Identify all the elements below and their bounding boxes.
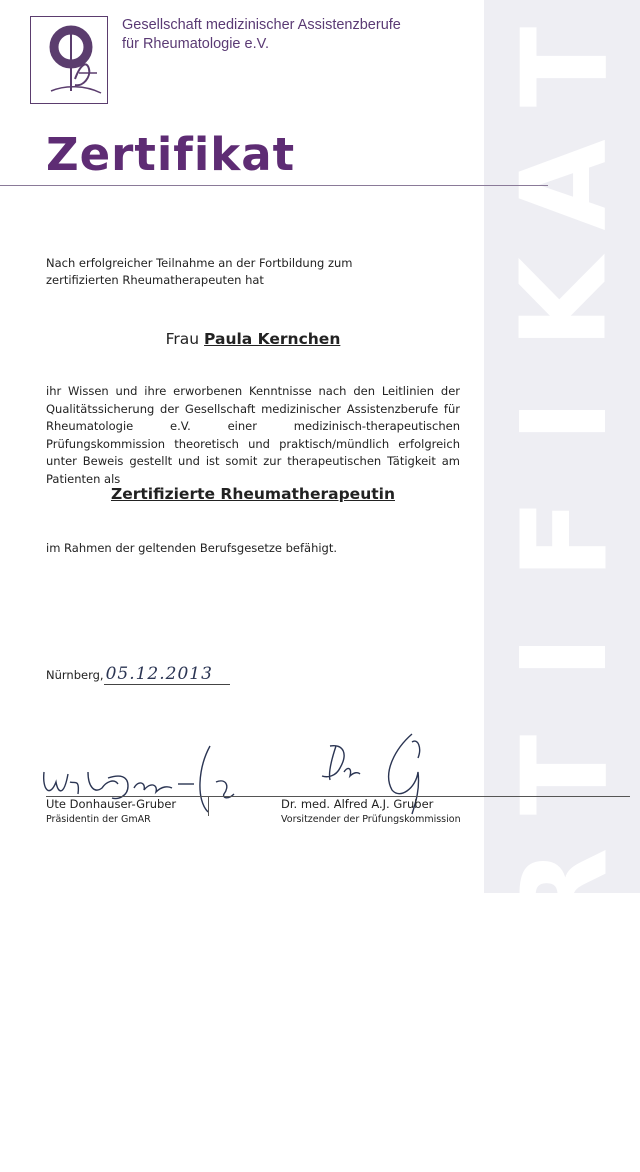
signature-divider <box>208 796 209 816</box>
place-date <box>46 664 230 685</box>
watermark-letter: R <box>495 847 633 939</box>
recipient-name: Paula Kernchen <box>204 330 341 348</box>
watermark-letter: T <box>495 26 633 108</box>
intro-text: Nach erfolgreicher Teilnahme an der Fortbildung zum zertifizierten Rheumatherapeuten hat <box>46 256 353 287</box>
place-label: Nürnberg, <box>46 668 104 682</box>
organization-name <box>122 16 401 54</box>
certificate-title: Zertifikat <box>46 128 296 181</box>
signatory-role: Vorsitzender der Prüfungskommission <box>281 814 461 825</box>
signature-block-chair <box>281 797 461 827</box>
watermark-letter: K <box>494 257 633 349</box>
side-watermark <box>494 8 634 1172</box>
signatory-name: Ute Donhauser-Gruber <box>46 797 177 811</box>
watermark-letter: Z <box>495 1086 633 1172</box>
signatory-role: Präsidentin der GmAR <box>46 814 151 825</box>
title-divider <box>0 185 548 186</box>
authorization-text: im Rahmen der geltenden Berufsgesetze befähigt. <box>46 541 338 555</box>
body-text: ihr Wissen und ihre erworbenen Kenntnisse nach den Leitlinien der Qualitätssicherung der Gesellschaft medizinischer Assistenzberufe für Rheumatologie e.V. einer medizinisch-therapeutischen Prüfungskommission theoretisch und praktisch/mündlich erfolgreich unter Beweis gestellt und ist somit zur therapeutischen Tätigkeit am Patienten als <box>46 384 460 486</box>
gmar-logo-icon <box>30 16 108 104</box>
qualification-title: Zertifizierte Rheumatherapeutin <box>110 485 395 503</box>
recipient-line <box>46 330 460 348</box>
watermark-letter: I <box>495 399 633 443</box>
handwritten-date: 05.12.2013 <box>104 664 230 685</box>
watermark-letter: I <box>495 635 633 679</box>
signature-block-president <box>46 797 176 827</box>
watermark-letter: T <box>495 734 633 816</box>
signatory-name: Dr. med. Alfred A.J. Gruber <box>281 797 434 811</box>
organization-line-1: Gesellschaft medizinischer Assistenzberufe <box>122 17 401 33</box>
watermark-letter: F <box>494 498 633 580</box>
watermark-letter: E <box>494 970 633 1052</box>
watermark-letter: A <box>494 139 633 231</box>
recipient-salutation: Frau <box>165 330 200 348</box>
organization-line-2: für Rheumatologie e.V. <box>122 36 269 52</box>
